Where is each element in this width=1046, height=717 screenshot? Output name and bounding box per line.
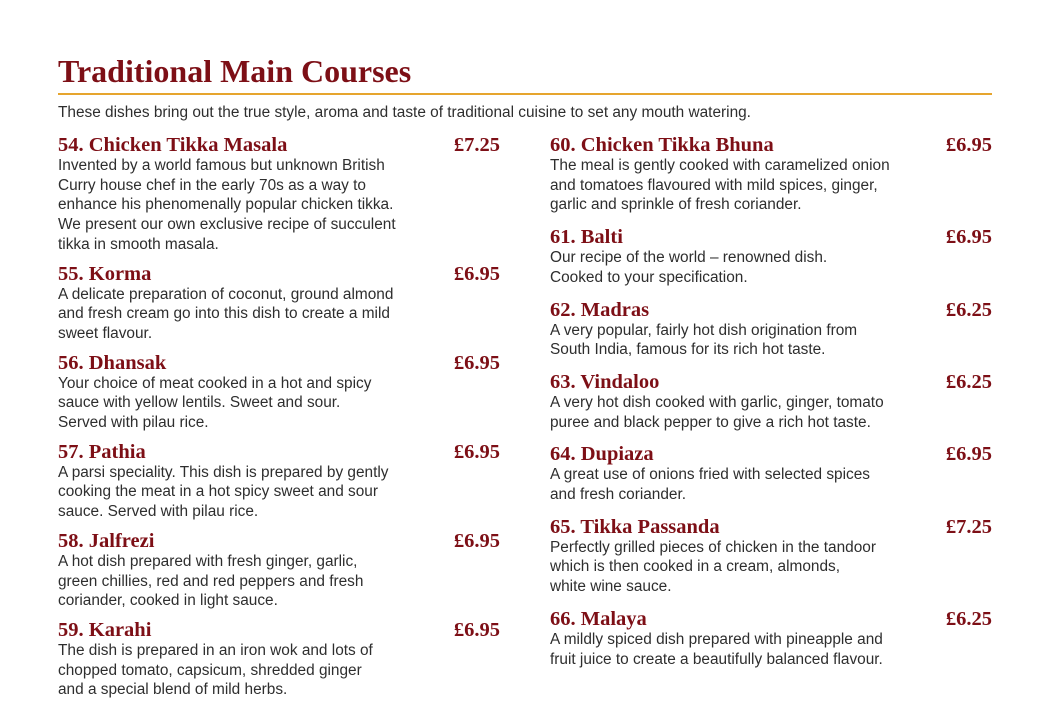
item-name: 64. Dupiaza bbox=[550, 443, 654, 466]
menu-item bbox=[550, 443, 992, 504]
menu-item bbox=[58, 134, 500, 255]
item-price: £6.95 bbox=[453, 440, 500, 463]
item-name: 59. Karahi bbox=[58, 618, 152, 641]
item-description: Invented by a world famous but unknown British Curry house chef in the early 70s as a way to enhance his phenomenally popular chicken tikka. We present our own exclusive recipe of succulent tikka in smooth masala. bbox=[58, 157, 396, 253]
item-name: 65. Tikka Passanda bbox=[550, 515, 720, 538]
item-description: The dish is prepared in an iron wok and lots of chopped tomato, capsicum, shredded ginger and a special blend of mild herbs. bbox=[58, 641, 373, 699]
menu-item bbox=[550, 371, 992, 432]
item-name: 62. Madras bbox=[550, 298, 650, 321]
menu-item bbox=[550, 608, 992, 669]
item-description: Your choice of meat cooked in a hot and spicy sauce with yellow lentils. Sweet and sour. Served with pilau rice. bbox=[58, 374, 372, 432]
menu-item bbox=[550, 226, 992, 287]
item-name: 54. Chicken Tikka Masala bbox=[58, 134, 288, 156]
item-name: 63. Vindaloo bbox=[550, 370, 660, 393]
menu-page bbox=[58, 53, 992, 699]
menu-item bbox=[58, 441, 500, 522]
item-price: £6.95 bbox=[945, 134, 992, 156]
right-column bbox=[550, 134, 992, 680]
item-name: 57. Pathia bbox=[58, 440, 146, 463]
left-column bbox=[58, 134, 500, 708]
item-description: A mildly spiced dish prepared with pineapple and fruit juice to create a beautifully balanced flavour. bbox=[550, 630, 883, 668]
item-price: £6.95 bbox=[453, 351, 500, 374]
item-price: £7.25 bbox=[945, 515, 992, 538]
item-name: 56. Dhansak bbox=[58, 351, 167, 374]
item-description: The meal is gently cooked with caramelized onion and tomatoes flavoured with mild spices, ginger, garlic and sprinkle of fresh coriander. bbox=[550, 157, 890, 214]
intro-text: These dishes bring out the true style, aroma and taste of traditional cuisine to set any mouth watering. bbox=[58, 104, 751, 121]
item-price: £6.25 bbox=[945, 298, 992, 321]
item-price: £6.95 bbox=[453, 618, 500, 641]
item-price: £6.95 bbox=[453, 262, 500, 285]
item-description: Perfectly grilled pieces of chicken in the tandoor which is then cooked in a cream, almonds, white wine sauce. bbox=[550, 538, 876, 596]
item-description: A delicate preparation of coconut, ground almond and fresh cream go into this dish to create a mild sweet flavour. bbox=[58, 285, 394, 342]
item-description: Our recipe of the world – renowned dish. Cooked to your specification. bbox=[550, 249, 828, 286]
item-description: A very hot dish cooked with garlic, ginger, tomato puree and black pepper to give a rich hot taste. bbox=[550, 393, 884, 431]
item-price: £7.25 bbox=[453, 134, 500, 156]
item-name: 60. Chicken Tikka Bhuna bbox=[550, 134, 774, 156]
item-price: £6.95 bbox=[453, 529, 500, 552]
item-price: £6.25 bbox=[945, 607, 992, 630]
menu-item bbox=[550, 516, 992, 597]
item-name: 58. Jalfrezi bbox=[58, 529, 155, 552]
menu-item bbox=[58, 619, 500, 700]
item-price: £6.95 bbox=[945, 443, 992, 466]
menu-item bbox=[550, 134, 992, 215]
page-title: Traditional Main Courses bbox=[58, 54, 992, 95]
item-name: 55. Korma bbox=[58, 262, 152, 285]
item-description: A very popular, fairly hot dish origination from South India, famous for its rich hot taste. bbox=[550, 321, 858, 359]
item-description: A great use of onions fried with selected spices and fresh coriander. bbox=[550, 466, 870, 504]
menu-item bbox=[58, 530, 500, 611]
item-description: A parsi speciality. This dish is prepared by gently cooking the meat in a hot spicy sweet and sour sauce. Served with pilau rice. bbox=[58, 463, 389, 521]
menu-item bbox=[58, 263, 500, 344]
item-price: £6.95 bbox=[945, 226, 992, 249]
item-name: 61. Balti bbox=[550, 226, 623, 249]
menu-item bbox=[550, 299, 992, 360]
menu-item bbox=[58, 352, 500, 433]
item-description: A hot dish prepared with fresh ginger, garlic, green chillies, red and red peppers and fresh coriander, cooked in light sauce. bbox=[58, 552, 364, 610]
item-price: £6.25 bbox=[945, 370, 992, 393]
item-name: 66. Malaya bbox=[550, 607, 647, 630]
